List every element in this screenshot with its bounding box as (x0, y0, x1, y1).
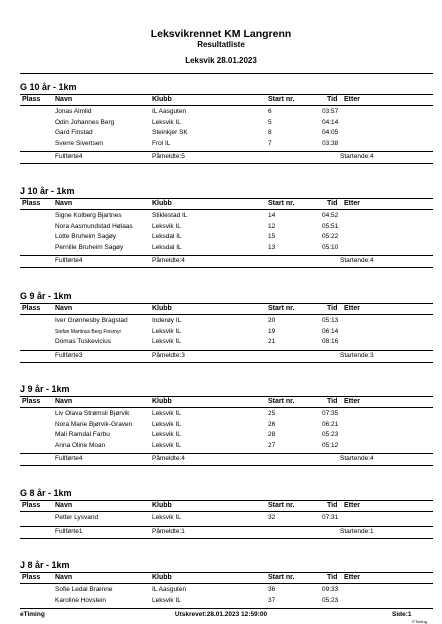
result-club: Leksdal IL (152, 233, 182, 241)
result-time: 03:38 (322, 139, 339, 147)
result-start-number: 19 (268, 327, 276, 335)
column-header-plass: Plass (22, 200, 41, 207)
summary-completed: Fullførte4 (55, 455, 83, 463)
column-header-plass: Plass (22, 305, 41, 312)
footer-divider (20, 608, 433, 609)
column-header-plass: Plass (22, 574, 41, 581)
footer-left: eTiming (20, 611, 45, 618)
column-header-klubb: Klubb (152, 96, 172, 103)
column-header-navn: Navn (55, 574, 73, 581)
column-header-klubb: Klubb (152, 398, 172, 405)
section-top-line (20, 396, 433, 397)
column-header-startnr: Start nr. (268, 305, 295, 312)
section-title: G 10 år - 1km (20, 82, 77, 92)
column-header-plass: Plass (22, 502, 41, 509)
column-header-tid: Tid (327, 398, 338, 405)
result-start-number: 6 (268, 108, 272, 115)
result-name: Anna Oline Moan (55, 441, 106, 449)
result-time: 04:05 (322, 129, 339, 137)
summary-completed: Fullførte3 (55, 351, 83, 359)
result-club: IL Aasguten (152, 586, 187, 593)
section-top-line (20, 198, 433, 199)
result-time: 05:23 (322, 431, 339, 439)
result-time: 05:51 (322, 222, 339, 230)
result-club: Frol IL (152, 139, 171, 147)
result-name: Domas Tuskevicius (55, 338, 111, 346)
result-name: Pernille Bruheim Sagøy (55, 243, 124, 251)
column-header-plass: Plass (22, 398, 41, 405)
result-name: Sverre Sivertsen (55, 139, 104, 147)
result-start-number: 21 (268, 338, 276, 346)
result-club: Leksvik IL (152, 327, 181, 335)
result-time: 06:14 (322, 327, 339, 335)
summary-starting: Startende:3 (340, 351, 374, 359)
summary-registered: Påmeldte:3 (152, 351, 185, 359)
column-header-tid: Tid (327, 200, 338, 207)
column-header-klubb: Klubb (152, 200, 172, 207)
page-title: Leksvikrennet KM Langrenn (150, 28, 292, 40)
result-start-number: 36 (268, 586, 276, 593)
section-header-line (20, 407, 433, 408)
column-header-tid: Tid (327, 96, 338, 103)
result-name: Liv Olava Strømsli Bjørvik (55, 410, 130, 417)
result-time: 08:16 (322, 338, 339, 346)
section-title: J 9 år - 1km (20, 384, 70, 394)
result-club: Leksvik IL (152, 431, 181, 439)
section-summary-line (20, 151, 433, 152)
result-club: Leksvik IL (152, 222, 181, 230)
section-title: J 10 år - 1km (20, 186, 75, 196)
section-top-line (20, 572, 433, 573)
column-header-etter: Etter (344, 96, 360, 103)
column-header-etter: Etter (344, 502, 360, 509)
footer-page: Side:1 (392, 611, 412, 618)
result-name: Sofie Ledal Brænne (55, 586, 113, 593)
result-time: 06:21 (322, 420, 339, 428)
section-bottom-line (20, 267, 433, 268)
column-header-startnr: Start nr. (268, 398, 295, 405)
column-header-navn: Navn (55, 398, 73, 405)
summary-registered: Påmeldte:4 (152, 455, 185, 463)
column-header-startnr: Start nr. (268, 96, 295, 103)
result-time: 05:12 (322, 441, 339, 449)
result-club: Inderøy IL (152, 317, 182, 324)
result-start-number: 27 (268, 441, 276, 449)
section-summary-line (20, 453, 433, 454)
section-top-line (20, 94, 433, 95)
column-header-klubb: Klubb (152, 305, 172, 312)
result-start-number: 14 (268, 212, 276, 219)
result-club: IL Aasguten (152, 108, 187, 115)
result-start-number: 13 (268, 243, 276, 251)
result-start-number: 32 (268, 514, 276, 521)
result-name: Iver Grønnesby Bragstad (55, 317, 128, 324)
result-time: 05:10 (322, 243, 339, 251)
section-header-line (20, 209, 433, 210)
result-club: Leksvik IL (152, 118, 181, 126)
result-start-number: 37 (268, 596, 276, 604)
column-header-tid: Tid (327, 574, 338, 581)
column-header-navn: Navn (55, 96, 73, 103)
result-time: 04:14 (322, 118, 339, 126)
summary-completed: Fullførte1 (55, 527, 83, 535)
column-header-klubb: Klubb (152, 502, 172, 509)
result-club: Leksdal IL (152, 243, 182, 251)
column-header-etter: Etter (344, 574, 360, 581)
result-start-number: 25 (268, 410, 276, 417)
result-name: Petter Lysvand (55, 514, 99, 521)
section-top-line (20, 303, 433, 304)
result-start-number: 7 (268, 139, 272, 147)
column-header-startnr: Start nr. (268, 200, 295, 207)
section-bottom-line (20, 362, 433, 363)
summary-registered: Påmeldte:4 (152, 257, 185, 265)
result-time: 03:57 (322, 108, 339, 115)
result-name: Odin Johannes Berg (55, 118, 115, 126)
column-header-etter: Etter (344, 200, 360, 207)
result-start-number: 15 (268, 233, 276, 241)
result-start-number: 28 (268, 431, 276, 439)
result-club: Leksvik IL (152, 410, 181, 417)
summary-starting: Startende:1 (340, 527, 374, 535)
page-subtitle: Resultatliste (197, 40, 245, 49)
section-bottom-line (20, 465, 433, 466)
column-header-tid: Tid (327, 305, 338, 312)
summary-starting: Startende:4 (340, 455, 374, 463)
section-bottom-line (20, 538, 433, 539)
summary-registered: Påmeldte:1 (152, 527, 185, 535)
result-time: 09:33 (322, 586, 339, 593)
result-time: 05:22 (322, 233, 339, 241)
header-divider (20, 73, 433, 74)
result-club: Stiklestad IL (152, 212, 188, 219)
result-name: Karoline Hovstein (55, 596, 106, 604)
column-header-startnr: Start nr. (268, 574, 295, 581)
result-time: 07:35 (322, 410, 339, 417)
section-title: G 8 år - 1km (20, 488, 72, 498)
column-header-navn: Navn (55, 502, 73, 509)
result-club: Leksvik IL (152, 596, 181, 604)
column-header-etter: Etter (344, 398, 360, 405)
section-header-line (20, 583, 433, 584)
summary-registered: Påmeldte:5 (152, 153, 185, 161)
section-summary-line (20, 526, 433, 527)
result-time: 07:31 (322, 514, 339, 521)
footer-printed: Utskrevet:28.01.2023 12:59:00 (174, 611, 268, 618)
place-date: Leksvik 28.01.2023 (185, 56, 257, 65)
section-summary-line (20, 255, 433, 256)
result-start-number: 26 (268, 420, 276, 428)
summary-completed: Fullførte4 (55, 257, 83, 265)
section-title: J 8 år - 1km (20, 560, 70, 570)
result-club: Steinkjer SK (152, 129, 188, 137)
result-name: Signe Kolberg Bjartnes (55, 212, 122, 219)
column-header-tid: Tid (327, 502, 338, 509)
column-header-etter: Etter (344, 305, 360, 312)
result-name: Lotte Bruheim Sagøy (55, 233, 117, 241)
summary-completed: Fullførte4 (55, 153, 83, 161)
section-header-line (20, 105, 433, 106)
summary-starting: Startende:4 (340, 257, 374, 265)
section-summary-line (20, 350, 433, 351)
result-club: Leksvik IL (152, 420, 181, 428)
section-header-line (20, 314, 433, 315)
result-start-number: 5 (268, 118, 272, 126)
result-name: Gard Finstad (55, 129, 93, 137)
result-start-number: 8 (268, 129, 272, 137)
result-club: Leksvik IL (152, 441, 181, 449)
result-time: 04:52 (322, 212, 339, 219)
section-bottom-line (20, 163, 433, 164)
summary-starting: Startende:4 (340, 153, 374, 161)
result-start-number: 12 (268, 222, 276, 230)
column-header-navn: Navn (55, 305, 73, 312)
column-header-plass: Plass (22, 96, 41, 103)
footer-small: ©Timing (412, 619, 427, 624)
result-name: Mali Ramdal Farbu (55, 431, 110, 439)
result-name: Nora Marie Bjørvik-Graven (55, 420, 133, 428)
result-time: 05:13 (322, 317, 339, 324)
result-start-number: 20 (268, 317, 276, 324)
section-header-line (20, 511, 433, 512)
result-time: 05:23 (322, 596, 339, 604)
section-title: G 9 år - 1km (20, 291, 72, 301)
result-name: Nora Aasmundstad Hølaas (55, 222, 133, 230)
column-header-klubb: Klubb (152, 574, 172, 581)
column-header-navn: Navn (55, 200, 73, 207)
result-club: Leksvik IL (152, 514, 181, 521)
section-top-line (20, 500, 433, 501)
result-club: Leksvik IL (152, 338, 181, 346)
result-name: Jonas Almlid (55, 108, 92, 115)
result-name: Stefan Martinus Berg Finsmyr (55, 328, 122, 335)
column-header-startnr: Start nr. (268, 502, 295, 509)
